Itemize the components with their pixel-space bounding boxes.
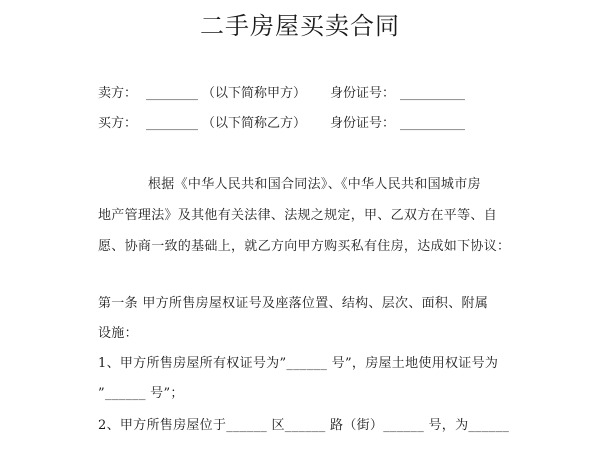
document-title: 二手房屋买卖合同 [200, 12, 400, 40]
seller-name-blank: ________ [146, 86, 198, 101]
clause2-line-1: 2、甲方所售房屋位于______ 区______ 路（街）______ 号，为______ [98, 418, 510, 433]
preamble-line-1: 根据《中华人民共和国合同法》、《中华人民共和国城市房 [148, 177, 481, 192]
article1-heading-line-2: 设施： [98, 326, 138, 341]
buyer-id-blank: __________ [400, 116, 465, 131]
seller-id-label: 身份证号： [330, 86, 396, 101]
seller-alias-note: （以下简称甲方） [202, 86, 307, 101]
buyer-alias-note: （以下简称乙方） [202, 116, 307, 131]
clause1-line-1: 1、甲方所售房屋所有权证号为”______ 号”，房屋土地使用权证号为 [98, 356, 499, 371]
seller-id-blank: __________ [400, 86, 465, 101]
buyer-name-blank: ________ [146, 116, 198, 131]
preamble-line-2: 地产管理法》及其他有关法律、法规之规定，甲、乙双方在平等、自 [98, 208, 498, 223]
article1-heading-line-1: 第一条 甲方所售房屋权证号及座落位置、结构、层次、面积、附属 [98, 296, 489, 311]
buyer-label: 买方： [98, 116, 138, 131]
buyer-row [98, 114, 465, 134]
seller-row [98, 84, 465, 104]
clause1-line-2: ”______ 号”； [98, 386, 184, 401]
buyer-id-label: 身份证号： [330, 116, 396, 131]
seller-label: 卖方： [98, 86, 138, 101]
preamble-line-3: 愿、协商一致的基础上，就乙方向甲方购买私有住房，达成如下协议： [98, 239, 511, 254]
